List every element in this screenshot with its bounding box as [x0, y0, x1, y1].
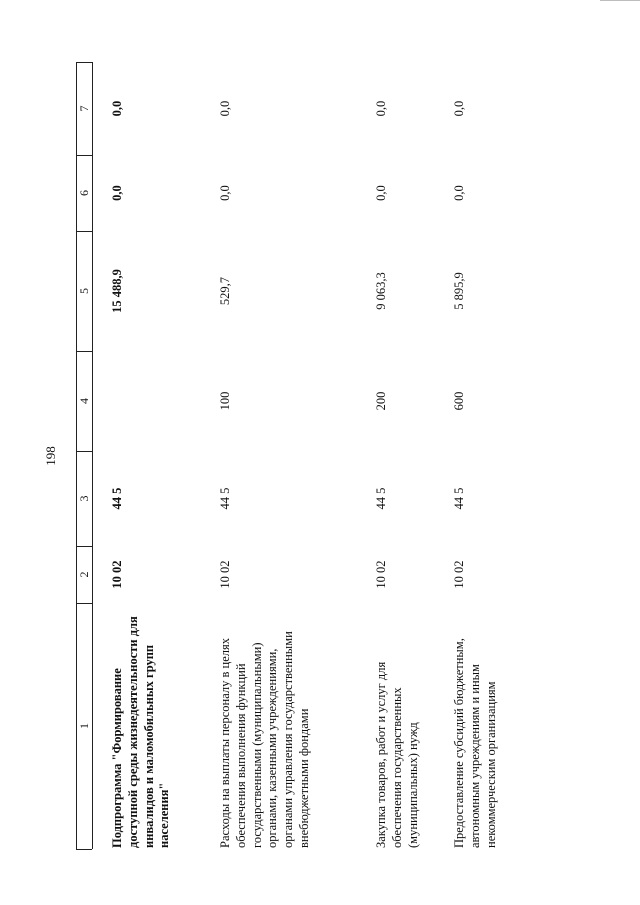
table-row-article: 44 5 — [452, 487, 466, 510]
table-row-value-5: 529,7 — [218, 276, 232, 306]
table-row-section: 10 02 — [218, 560, 232, 589]
table-row-value-7: 0,0 — [374, 100, 388, 117]
table-row-type: 200 — [374, 391, 388, 411]
header-col-3: 3 — [77, 495, 91, 502]
table-row-value-6: 0,0 — [218, 185, 232, 201]
table-row-value-5: 9 063,3 — [374, 272, 388, 310]
table-row-article: 44 5 — [110, 487, 124, 510]
header-col-2: 2 — [77, 571, 91, 578]
header-col-1: 1 — [77, 723, 91, 729]
table-row-type — [110, 351, 128, 451]
table-row-section: 10 02 — [452, 560, 466, 589]
table-row-value-6: 0,0 — [110, 185, 124, 201]
table-row-name: Подпрограмма "Формирование доступной среды жизнедеятельности для инвалидов и маломобильных групп населения" — [110, 616, 172, 848]
table-row-article: 44 5 — [374, 487, 388, 510]
table-row-name: Расходы на выплаты персоналу в целях обеспечения выполнения функций государственными (муниципальными) органами, казенными учреждениями, органами управления государственными внебюджетными фондами — [218, 631, 311, 848]
header-col-7: 7 — [77, 105, 91, 112]
table-row-section: 10 02 — [374, 560, 388, 589]
table-row-value-7: 0,0 — [452, 100, 466, 117]
table-row-type: 600 — [452, 391, 466, 411]
table-row-value-7: 0,0 — [110, 100, 124, 117]
table-row-article: 44 5 — [218, 487, 232, 510]
header-right-border — [92, 62, 93, 849]
page-number-text: 198 — [43, 446, 58, 466]
table-row-value-5: 15 488,9 — [110, 269, 124, 313]
table-row-name: Закупка товаров, работ и услуг для обеспечения государственных (муниципальных) нужд — [374, 661, 420, 848]
table-row-value-6: 0,0 — [452, 185, 466, 201]
table-row-type: 100 — [218, 391, 232, 411]
table-row-section: 10 02 — [110, 560, 124, 589]
header-col-4: 4 — [77, 398, 91, 404]
grid-line-bottom — [76, 849, 92, 850]
table-row-value-6: 0,0 — [374, 185, 388, 201]
table-row-value-7: 0,0 — [218, 100, 232, 117]
table-row-value-5: 5 895,9 — [452, 272, 466, 310]
table-row-name: Предоставление субсидий бюджетным, автономным учреждениям и иным некоммерческим организациям — [452, 638, 498, 848]
header-col-6: 6 — [77, 190, 91, 196]
header-col-5: 5 — [77, 288, 91, 294]
